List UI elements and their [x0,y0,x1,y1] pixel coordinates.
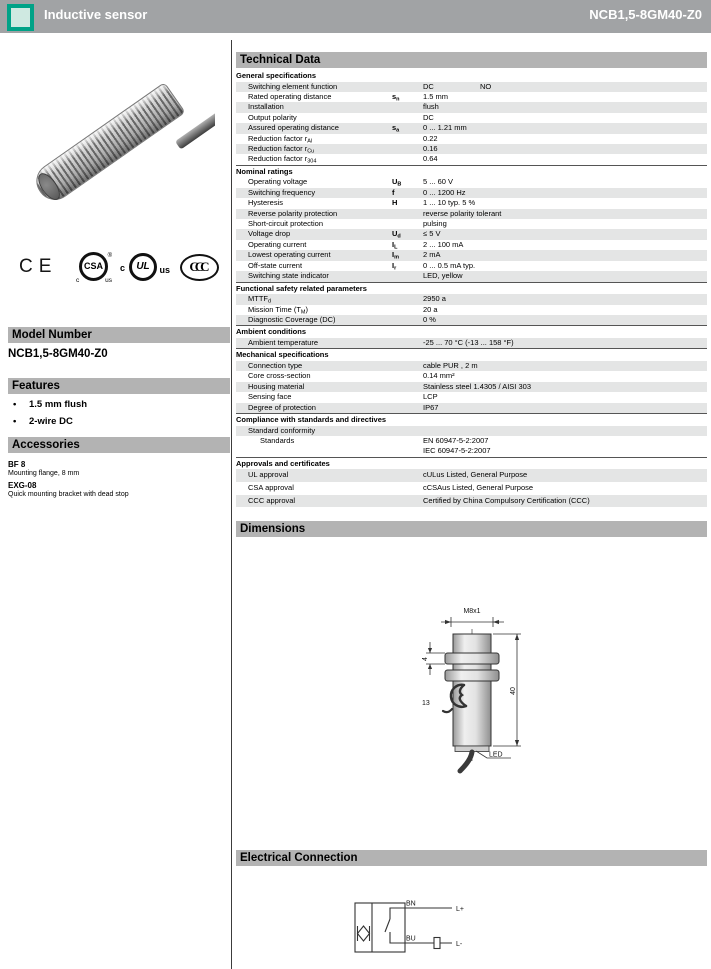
spec-section-subheader: Mechanical specifications [236,348,707,361]
spec-value: 1.5 mm [423,92,449,101]
spec-label: $MTTF_d$ [248,294,272,305]
lminus-label: L- [456,941,463,948]
spec-symbol: f [392,187,395,197]
spec-label: Output polarity [248,112,297,122]
accessory-description: Mounting flange, 8 mm [8,470,80,477]
ce-mark-icon: CE [19,256,58,277]
spec-row [236,198,707,208]
spec-label: Operating voltage [248,177,308,187]
technical-data-table [236,70,707,507]
features-section-header: Features [8,378,230,394]
accessory-name: BF 8 [8,460,26,469]
led-label: LED [489,751,503,759]
spec-label: Switching state indicator [248,271,329,281]
spec-row [236,271,707,281]
wire-bu-label: BU [406,935,416,943]
spec-label: Reverse polarity protection [248,208,338,218]
spec-symbol: $U_B$ [392,177,402,188]
spec-section [236,413,707,457]
spec-value: cCSAus Listed, General Purpose [423,482,534,492]
dimensions-section-header: Dimensions [236,521,707,537]
accessories-list [8,456,226,498]
spec-label: Installation [248,102,284,112]
wiring-diagram [350,895,472,957]
spec-value: cable PUR , 2 m [423,360,478,370]
spec-value: ≤ 5 V [423,229,441,239]
spec-label: Switching element function [248,81,338,91]
spec-row [236,482,707,495]
spec-value: LED, yellow [423,271,463,281]
spec-section [236,348,707,413]
spec-label: Rated operating distance [248,92,332,101]
spec-row [236,338,707,348]
spec-row [236,113,707,123]
spec-value: Certified by China Compulsory Certification (CCC) [423,495,590,505]
certification-logos [12,250,224,288]
spec-row [236,219,707,229]
spec-label: Ambient temperature [248,337,319,347]
spec-label: Voltage drop [248,229,291,239]
spec-row [236,82,707,92]
spec-section-subheader: Compliance with standards and directives [236,413,707,426]
csa-mark-icon: CSA ® c us [76,253,112,284]
spec-label: Housing material [248,381,305,391]
spec-row [236,134,707,144]
spec-section-subheader: Ambient conditions [236,325,707,338]
features-list [10,399,225,433]
spec-value: DC NO [423,81,492,91]
spec-label: Connection type [248,360,303,370]
spec-value: reverse polarity tolerant [423,208,502,218]
lplus-label: L+ [456,906,464,913]
spec-label: UL approval [248,470,289,480]
spec-row [236,261,707,271]
column-divider [231,40,232,969]
sensor-barrel-image [29,82,185,207]
spec-value: LCP [423,392,438,402]
cable-drawing [460,752,472,771]
spec-label: Standard conformity [248,425,316,435]
product-photo [10,45,215,255]
accessory-description: Quick mounting bracket with dead stop [8,491,129,498]
spec-symbol: $I_r$ [392,260,397,272]
spec-row [236,403,707,413]
spec-label: Reduction factor $r_{304}$ [248,154,317,165]
spec-row [236,436,707,457]
spec-value: DC [423,112,434,122]
spec-row [236,392,707,402]
spec-row [236,469,707,482]
spec-row [236,371,707,381]
technical-data-section-header: Technical Data [236,52,707,68]
sensing-face-image [34,170,64,204]
spec-section-subheader: Approvals and certificates [236,457,707,470]
electrical-connection-section-header: Electrical Connection [236,850,707,866]
spec-value: 2 mA [423,250,441,260]
spec-row [236,92,707,102]
spec-value: 0 % [423,314,436,324]
spec-value: 2 ... 100 mA [423,239,464,249]
spec-row [236,361,707,371]
spec-value: 0.16 [423,144,438,154]
spec-label: Diagnostic Coverage (DC) [248,314,336,324]
spec-row [236,305,707,315]
spec-row [236,188,707,198]
accessories-section-header: Accessories [8,437,230,453]
body-length-label: 40 [510,687,517,695]
model-number-section-header: Model Number [8,327,230,343]
wire-bn-label: BN [406,900,416,908]
spec-symbol: $I_L$ [392,239,398,251]
spec-row [236,382,707,392]
spec-label: Mission Time $(T_M)$ [248,304,309,315]
spec-value: 20 a [423,304,438,314]
bullet-icon: • [13,416,17,427]
nut-height-label: 4 [422,657,429,661]
hex-nut-2 [445,670,499,681]
sensor-body-outline [453,634,491,746]
hex-nut-1 [445,653,499,664]
spec-section-subheader: Functional safety related parameters [236,282,707,295]
spec-label: Operating current [248,239,307,249]
spec-label: CSA approval [248,482,294,492]
spec-label: Reduction factor $r_{Al}$ [248,133,313,145]
culus-mark-icon: c UL us [120,253,172,283]
spec-value: 0 ... 0.5 mA typ. [423,260,476,270]
spec-label: Degree of protection [248,402,316,412]
spec-section-subheader: General specifications [236,71,317,80]
spec-row [236,315,707,325]
spec-section [236,457,707,507]
load-symbol [434,938,440,949]
spec-label: Assured operating distance [248,123,339,133]
spec-value: 0.64 [423,154,438,164]
spec-row [236,250,707,260]
feature-item [10,399,225,410]
spec-label: Short-circuit protection [248,219,324,229]
spec-section [236,325,707,348]
spec-section [236,70,707,165]
spec-section [236,282,707,326]
spec-value: -25 ... 70 °C (-13 ... 158 °F) [423,337,514,347]
feature-text: 1.5 mm flush [29,399,88,410]
bullet-icon: • [13,399,17,410]
spec-value: 0 ... 1200 Hz [423,187,466,197]
spec-row [236,144,707,154]
brand-logo-icon [7,4,34,31]
spec-label: CCC approval [248,495,296,505]
sensor-cable-image [175,110,215,149]
spec-label: Off-state current [248,260,303,270]
spec-label: Core cross-section [248,371,311,381]
spec-row [236,240,707,250]
spec-row [236,229,707,239]
page-header [0,0,711,33]
spec-label: Hysteresis [248,198,284,208]
spec-label: Reduction factor $r_{Cu}$ [248,144,315,155]
spec-value: 0.14 mm² [423,371,455,381]
accessory-name: EXG-08 [8,481,37,490]
header-model-number: NCB1,5-8GM40-Z0 [589,7,702,22]
spec-value: 5 ... 60 V [423,177,454,187]
spec-row [236,154,707,164]
spec-label: Standards [260,435,295,445]
spec-row [236,209,707,219]
spec-section-subheader: Nominal ratings [236,165,707,178]
spec-symbol: $s_a$ [392,123,400,134]
spec-label: Sensing face [248,392,292,402]
spec-symbol: $I_m$ [392,250,399,261]
spec-value: flush [423,102,439,112]
spec-section [236,165,707,282]
spec-value: IP67 [423,402,439,412]
spec-value: cULus Listed, General Purpose [423,470,528,480]
spec-label: Switching frequency [248,187,316,197]
model-number-value: NCB1,5-8GM40-Z0 [8,348,108,360]
spec-value: 0.22 [423,133,438,143]
spec-value: 1 ... 10 typ. 5 % [423,198,476,208]
spec-value: EN 60947-5-2:2007 IEC 60947-5-2:2007 [423,435,491,456]
spec-value: Stainless steel 1.4305 / AISI 303 [423,381,531,391]
ccc-mark-icon: CCC [180,254,219,281]
spec-row [236,294,707,304]
spec-row [236,426,707,436]
spec-row [236,177,707,187]
spec-value: 0 ... 1.21 mm [423,123,467,133]
dimension-drawing [418,600,550,778]
spec-symbol: $s_n$ [392,92,400,103]
spec-value: 2950 a [423,294,446,304]
spec-label: Lowest operating current [248,250,331,260]
wrench-size-label: 13 [422,700,430,707]
spec-row [236,495,707,508]
spec-symbol: $U_d$ [392,229,401,240]
spec-symbol: H [392,198,398,208]
thread-size-label: M8x1 [463,608,481,615]
product-family-title: Inductive sensor [44,7,148,22]
spec-value-2: NO [480,81,492,91]
spec-value: pulsing [423,219,447,229]
feature-item [10,416,225,427]
feature-text: 2-wire DC [29,416,73,427]
spec-row [236,102,707,112]
spec-row [236,123,707,133]
